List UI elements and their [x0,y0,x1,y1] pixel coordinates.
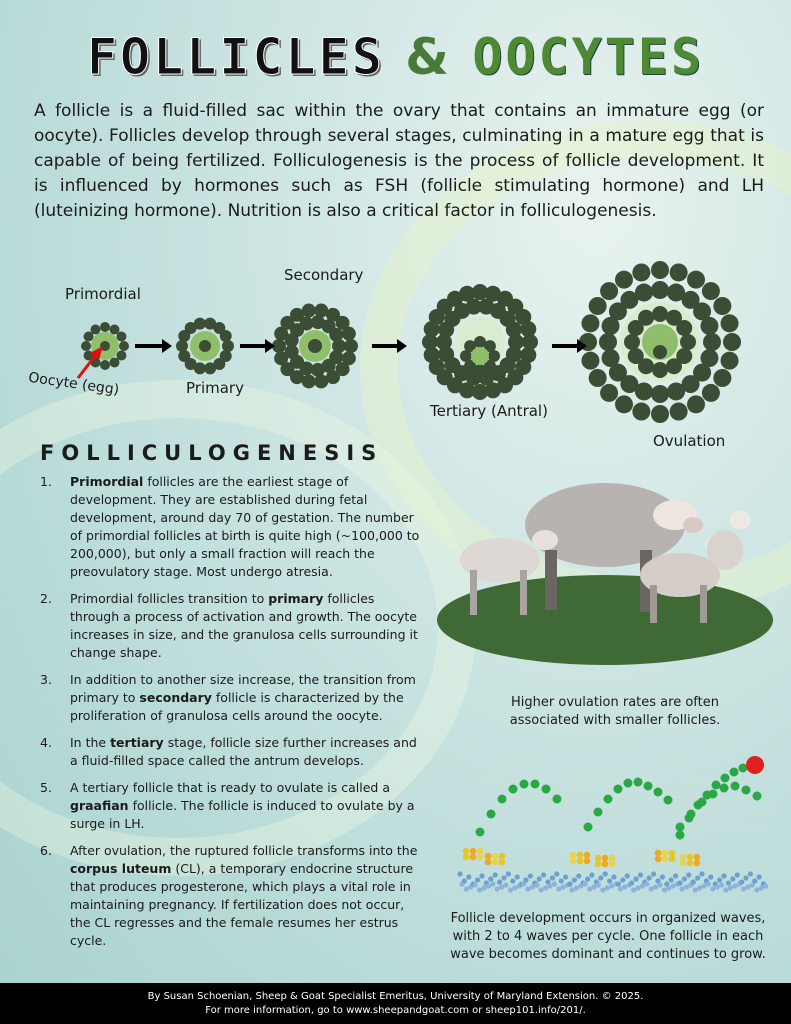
small-follicle-dot [584,858,591,865]
cumulus-cell [652,306,668,322]
small-follicle-dot [463,848,470,855]
small-follicle-dot [577,858,584,865]
growing-follicle-dot [694,801,703,810]
cumulus-cell [638,310,654,326]
small-follicle-dot [492,853,499,860]
theca-cell [581,352,599,370]
stage-arrow [372,339,407,353]
recruited-follicle-dot [719,882,724,887]
granulosa-cell [222,340,234,352]
list-item [40,842,420,950]
recruited-follicle-dot [706,881,711,886]
recruited-follicle-dot [651,871,656,876]
growing-follicle-dot [712,781,721,790]
theca-cell [632,263,650,281]
recruited-follicle-dot [757,874,762,879]
recruited-follicle-dot [515,874,520,879]
cumulus-cell [628,348,644,364]
cumulus-cell [624,334,640,350]
small-follicle-dot [499,853,506,860]
granulosa-cell [100,360,110,370]
recruited-follicle-dot [695,875,700,880]
recruited-follicle-dot [625,873,630,878]
recruited-follicle-dot [657,882,662,887]
growing-follicle-dot [721,774,730,783]
step-number: 6. [40,843,52,858]
growing-follicle-dot [644,782,653,791]
cumulus-cell [680,334,696,350]
recruited-follicle-dot [523,877,528,882]
footer-links: For more information, go to www.sheepandgoat.com or sheep101.info/201/. [205,1005,586,1016]
cumulus-cell [652,362,668,378]
nucleus [199,340,211,352]
label-secondary: Secondary [284,266,364,284]
recruited-follicle-dot [550,875,555,880]
recruited-follicle-dot [752,878,757,883]
growing-follicle-dot [584,823,593,832]
recruited-follicle-dot [633,876,638,881]
theca-cell [702,282,720,300]
granulosa-cell [667,382,685,400]
sheep-illustration [435,470,775,670]
recruited-follicle-dot [629,880,634,885]
recruited-follicle-dot [708,874,713,879]
recruited-follicle-dot [735,872,740,877]
growing-follicle-dot [703,791,712,800]
small-follicle-dot [577,852,584,859]
step-number: 1. [40,474,52,489]
recruited-follicle-dot [497,879,502,884]
granulosa-cell [119,341,129,351]
small-follicle-dot [463,854,470,861]
theca-cell [721,352,739,370]
granulosa-cell [651,385,669,403]
granulosa-cell [204,362,216,374]
theca-cell [687,271,705,289]
step-text: A tertiary follicle that is ready to ovulate is called a graafian follicle. The follicle is induced to ovulate by a surge in LH. [70,780,415,831]
growing-follicle-dot [604,795,613,804]
nucleus [653,345,667,359]
recruited-follicle-dot [503,882,508,887]
theca-cell [589,297,607,315]
small-follicle-dot [477,848,484,855]
small-follicle-dot [499,859,506,866]
theca-cell [600,282,618,300]
granulosa-cell [599,333,617,351]
recruited-follicle-dot [457,871,462,876]
title-follicles: FOLLICLES [86,28,385,86]
small-follicle-dot [584,852,591,859]
recruited-follicle-dot [743,875,748,880]
recruited-follicle-dot [638,872,643,877]
recruited-follicle-dot [620,877,625,882]
small-follicle-dot [669,850,676,857]
growing-follicle-dot [614,785,623,794]
recruited-follicle-dot [563,874,568,879]
recruited-follicle-dot [554,871,559,876]
step-keyword: tertiary [110,735,164,750]
recruited-follicle-dot [677,880,682,885]
theca-cell [721,314,739,332]
granulosa-cell [116,332,126,342]
small-follicle-dot [669,856,676,863]
label-oocyte: Oocyte (egg) [27,369,121,399]
small-follicle-dot [680,860,687,867]
growing-follicle-dot [664,796,673,805]
growing-follicle-dot [685,814,694,823]
recruited-follicle-dot [763,883,768,888]
recruited-follicle-dot [686,872,691,877]
step-number: 4. [40,735,52,750]
granulosa-cell [194,318,206,330]
recruited-follicle-dot [567,881,572,886]
lamb-illustration [707,511,751,570]
growing-follicle-dot [553,795,562,804]
theca-cell [651,261,669,279]
small-follicle-dot [602,855,609,862]
small-follicle-dot [694,854,701,861]
small-follicle-dot [470,848,477,855]
granulosa-cell [344,339,358,353]
granulosa-cell [700,317,718,335]
granulosa-cell [220,330,232,342]
small-follicle-dot [492,859,499,866]
granulosa-cell [302,304,316,318]
recruited-follicle-dot [611,874,616,879]
label-ovulation: Ovulation [653,432,726,450]
recruited-follicle-dot [534,882,539,887]
recruited-follicle-dot [616,881,621,886]
recruited-follicle-dot [682,876,687,881]
title-oocytes: OOCYTES [472,28,705,86]
step-text: After ovulation, the ruptured follicle transforms into the corpus luteum (CL), a temporary endocrine structure that produces progesterone, which plays a vital role in maintaining pregnancy. If fertilization does not occur, the CL regresses and the female resumes her estrus cycle. [70,843,418,948]
recruited-follicle-dot [660,874,665,879]
small-follicle-dot [602,861,609,868]
granulosa-cell [506,322,522,338]
granulosa-cell [329,328,343,342]
recruited-follicle-dot [475,877,480,882]
small-follicle-dot [655,856,662,863]
intro-paragraph: A follicle is a fluid-filled sac within the ovary that contains an immature egg (or oocyte). Follicles develop through several stages, culminating in a mature egg that is capable of being fertilized. Folliculogenesis is the process of follicle development. It is influenced by hormones such as FSH (follicle stimulating hormone) and LH (luteinizing hormone). Nutrition is also a critical factor in folliculogenesis. [34,101,764,221]
small-follicle-dot [655,850,662,857]
recruited-follicle-dot [572,877,577,882]
small-follicle-dot [680,854,687,861]
list-item [40,734,420,770]
growing-follicle-dot [742,786,751,795]
granulosa-cell [703,333,721,351]
recruited-follicle-dot [673,873,678,878]
step-keyword: Primordial [70,474,144,489]
granulosa-cell [342,327,356,341]
granulosa-cell [178,350,190,362]
growing-follicle-dot [654,788,663,797]
theca-cell [600,384,618,402]
recruited-follicle-dot [510,878,515,883]
growing-follicle-dot [542,785,551,794]
dominant-follicle-dot [746,756,764,774]
granulosa-cell [602,349,620,367]
granulosa-cell [91,325,101,335]
growing-follicle-dot [731,782,740,791]
growing-follicle-dot [624,779,633,788]
theca-cell [723,333,741,351]
recruited-follicle-dot [730,876,735,881]
folliculogenesis-steps [40,473,420,959]
growing-follicle-dot [676,823,685,832]
theca-cell [702,384,720,402]
recruited-follicle-dot [583,881,588,886]
page-title [0,28,791,86]
recruited-follicle-dot [748,871,753,876]
small-follicle-dot [485,859,492,866]
growing-follicle-dot [594,808,603,817]
list-item [40,671,420,725]
theca-cell [615,271,633,289]
recruited-follicle-dot [576,873,581,878]
recruited-follicle-dot [501,875,506,880]
growing-follicle-dot [509,785,518,794]
step-keyword: corpus luteum [70,861,172,876]
waves-caption: Follicle development occurs in organized waves, with 2 to 4 waves per cycle. One follicle in each wave becomes dominant and continues to grow. [450,911,766,962]
recruited-follicle-dot [541,872,546,877]
title-ampersand: & [405,28,452,86]
list-item [40,473,420,581]
primary-follicle-illustration [176,318,234,375]
growing-follicle-dot [720,784,729,793]
recruited-follicle-dot [585,876,590,881]
recruited-follicle-dot [596,882,601,887]
theca-cell [581,314,599,332]
recruited-follicle-dot [739,879,744,884]
wave-follicle-dots [457,764,768,893]
small-follicle-dot [687,854,694,861]
list-item [40,590,420,662]
tertiary-follicle-illustration [422,284,538,400]
folliculogenesis-heading: FOLLICULOGENESIS [40,441,384,465]
nucleus [308,339,322,353]
recruited-follicle-dot [699,871,704,876]
recruited-follicle-dot [466,874,471,879]
growing-follicle-dot [730,768,739,777]
stage-arrow [240,339,275,353]
small-follicle-dot [609,855,616,862]
granulosa-cell [100,322,110,332]
small-follicle-dot [595,861,602,868]
recruited-follicle-dot [559,878,564,883]
recruited-follicle-dot [721,873,726,878]
recruited-follicle-dot [603,871,608,876]
small-follicle-dot [662,850,669,857]
recruited-follicle-dot [552,881,557,886]
theca-cell [651,405,669,423]
step-number: 3. [40,672,52,687]
recruited-follicle-dot [493,872,498,877]
cumulus-cell [676,320,692,336]
small-follicle-dot [570,858,577,865]
theca-cell [615,395,633,413]
label-primordial: Primordial [65,285,141,303]
growing-follicle-dot [634,778,643,787]
small-follicle-dot [570,852,577,859]
theca-cell [632,403,650,421]
theca-cell [687,395,705,413]
growing-follicle-dot [753,792,762,801]
granulosa-cell [635,284,653,302]
small-follicle-dot [595,855,602,862]
recruited-follicle-dot [644,881,649,886]
list-item [40,779,420,833]
small-follicle-dot [694,860,701,867]
recruited-follicle-dot [726,880,731,885]
step-number: 2. [40,591,52,606]
step-keyword: graafian [70,798,129,813]
small-follicle-dot [662,856,669,863]
step-keyword: primary [268,591,324,606]
follicle-wave-illustration [448,752,778,902]
step-text: Primordial follicles are the earliest stage of development. They are established during fetal development, around day 70 of gestation. The number of primordial follicles at birth is quite high (~100,000 to 200,000), but only a small fraction will reach the preovulatory stage. Most undergo atresia. [70,474,420,579]
recruited-follicle-dot [607,878,612,883]
growing-follicle-dot [520,780,529,789]
granulosa-cell [651,281,669,299]
small-follicle-dot [485,853,492,860]
granulosa-cell [81,341,91,351]
step-text: In addition to another size increase, the transition from primary to secondary follicle is characterized by the proliferation of granulosa cells around the oocyte. [70,672,416,723]
granulosa-cell [520,321,536,337]
stage-arrow [135,339,172,353]
growing-follicle-dot [531,780,540,789]
growing-follicle-dot [498,795,507,804]
footer-credit: By Susan Schoenian, Sheep & Goat Specialist Emeritus, University of Maryland Extension. © 2025. [147,991,644,1002]
growing-follicle-dot [487,810,496,819]
recruited-follicle-dot [473,882,478,887]
recruited-follicle-dot [691,879,696,884]
growing-follicle-dot [476,828,485,837]
theca-cell [589,369,607,387]
growing-follicle-dot [676,831,685,840]
recruited-follicle-dot [717,877,722,882]
granulosa-cell [110,357,120,367]
recruited-follicle-dot [490,881,495,886]
cumulus-cell [666,358,682,374]
recruited-follicle-dot [462,878,467,883]
label-primary: Primary [186,379,244,397]
label-tertiary: Tertiary (Antral) [430,402,548,420]
recruited-follicle-dot [537,876,542,881]
recruited-follicle-dot [488,876,493,881]
recruited-follicle-dot [669,877,674,882]
theca-cell [670,263,688,281]
recruited-follicle-dot [589,872,594,877]
small-follicle-dot [477,854,484,861]
step-number: 5. [40,780,52,795]
recruited-follicle-dot [647,875,652,880]
step-text: In the tertiary stage, follicle size further increases and a fluid-filled space called the antrum develops. [70,735,417,768]
step-keyword: secondary [139,690,212,705]
small-follicle-dot [687,860,694,867]
recruited-follicle-dot [528,873,533,878]
theca-cell [713,369,731,387]
secondary-follicle-illustration [272,304,358,389]
recruited-follicle-dot [479,873,484,878]
small-follicle-dot [470,854,477,861]
sheep-caption: Higher ovulation rates are often associated with smaller follicles. [509,695,721,728]
ovulatory-follicle-illustration [579,261,741,423]
theca-cell [670,403,688,421]
theca-cell [713,297,731,315]
recruited-follicle-dot [598,875,603,880]
small-follicle-dot [609,861,616,868]
recruited-follicle-dot [506,871,511,876]
oocyte [471,347,489,365]
footer [0,983,791,1024]
step-text: Primordial follicles transition to primary follicles through a process of activation and growth. The oocyte increases in size, and the granulosa cells surrounding it change shape. [70,591,418,660]
granulosa-cell [176,340,188,352]
